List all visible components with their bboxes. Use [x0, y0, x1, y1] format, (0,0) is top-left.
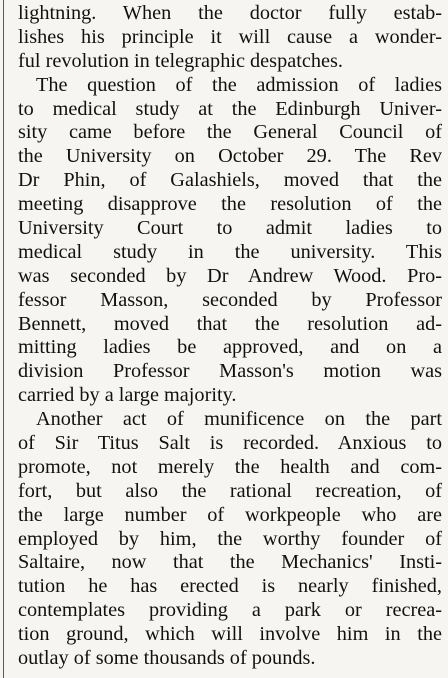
- text-line: meeting disapprove the resolution of the: [18, 193, 442, 216]
- text-line: to medical study at the Edinburgh Univer-: [18, 97, 442, 120]
- text-line: carried by a large majority.: [18, 384, 237, 407]
- text-line: Dr Phin, of Galashiels, moved that the: [18, 169, 442, 192]
- text-line: fessor Masson, seconded by Professor: [18, 288, 442, 311]
- text-line: Another act of munificence on the part: [36, 408, 442, 431]
- text-line: promote, not merely the health and com-: [18, 455, 442, 478]
- article-column: [18, 2, 442, 671]
- text-line: mitting ladies be approved, and on a: [18, 336, 442, 359]
- text-line: was seconded by Dr Andrew Wood. Pro-: [18, 264, 442, 287]
- text-line: the large number of workpeople who are: [18, 503, 442, 526]
- text-line: The question of the admission of ladies: [36, 73, 442, 96]
- text-line: lightning. When the doctor fully estab-: [18, 2, 442, 24]
- text-line: outlay of some thousands of pounds.: [18, 647, 316, 670]
- paragraph-edinburgh-university: [18, 74, 442, 408]
- text-line: Bennett, moved that the resolution ad-: [18, 312, 442, 335]
- text-line: division Professor Masson's motion was: [18, 360, 442, 383]
- text-line: contemplates providing a park or recrea-: [18, 599, 442, 622]
- text-line: Saltaire, now that the Mechanics' Insti-: [18, 551, 442, 574]
- text-line: ful revolution in telegraphic despatches.: [18, 49, 343, 72]
- text-line: fort, but also the rational recreation, of: [18, 479, 442, 502]
- text-line: tion ground, which will involve him in the: [18, 623, 442, 646]
- paragraph-telegraph: [18, 2, 442, 74]
- text-line: the University on October 29. The Rev: [18, 145, 442, 168]
- text-line: tution he has erected is nearly finished,: [18, 575, 442, 598]
- text-line: lishes his principle it will cause a wonder-: [18, 25, 442, 48]
- text-line: University Court to admit ladies to: [18, 217, 442, 240]
- text-line: employed by him, the worthy founder of: [18, 527, 442, 550]
- column-rule: [3, 0, 4, 678]
- text-line: of Sir Titus Salt is recorded. Anxious to: [18, 432, 442, 455]
- text-line: sity came before the General Council of: [18, 121, 442, 144]
- paragraph-titus-salt: [18, 408, 442, 671]
- text-line: medical study in the university. This: [18, 240, 442, 263]
